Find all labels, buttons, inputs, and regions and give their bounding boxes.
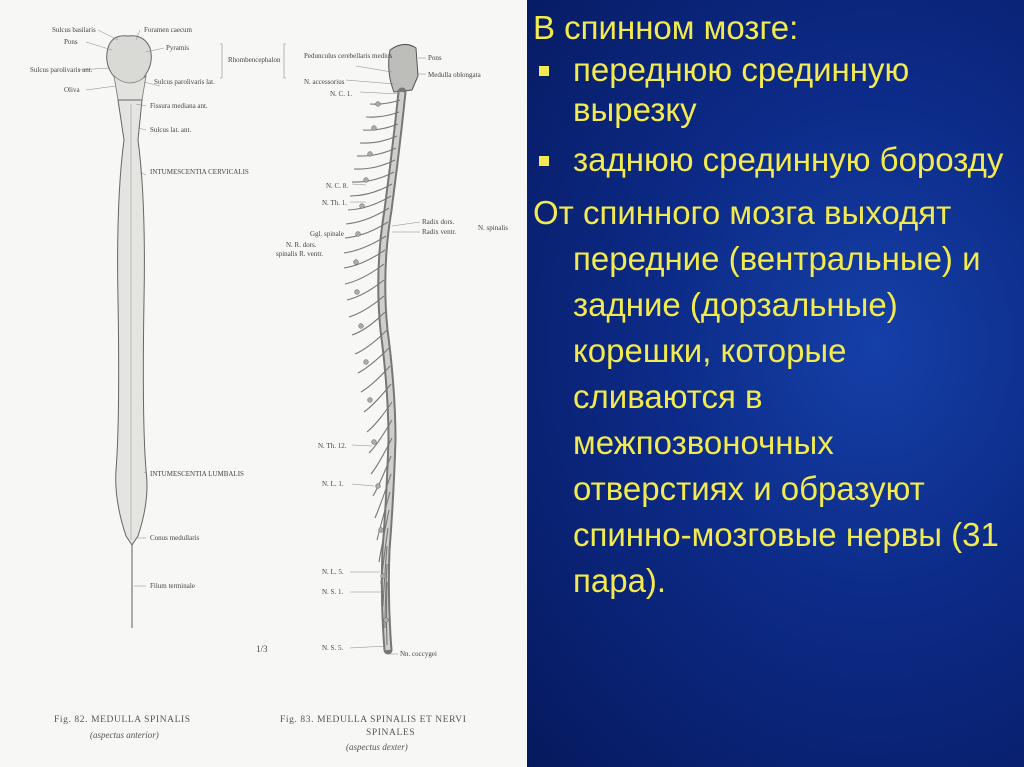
label-sulcus-parolivaris-ant: Sulcus parolivaris ant. [30, 66, 93, 74]
slide-heading: В спинном мозге: [533, 9, 799, 46]
label-radix-ventr: Radix ventr. [422, 228, 457, 236]
label-rhombencephalon: Rhombencephalon [228, 56, 281, 64]
label-r-dors: N. R. dors. [286, 241, 317, 249]
label-intumescentia-lumbalis: INTUMESCENTIA LUMBALIS [150, 470, 244, 478]
label-foramen-caecum: Foramen caecum [144, 26, 193, 34]
label-medulla-oblongata: Medulla oblongata [428, 71, 481, 79]
label-n-s1: N. S. 1. [322, 588, 344, 596]
bullet-text: заднюю срединную борозду [573, 141, 1004, 178]
square-bullet-icon [539, 156, 549, 166]
label-conus-medullaris: Conus medullaris [150, 534, 200, 542]
label-n-l5: N. L. 5. [322, 568, 344, 576]
label-sulcus-basilaris: Sulcus basilaris [52, 26, 96, 34]
label-ggl-spinale: Ggl. spinale [310, 230, 344, 238]
caption-fig-82: Fig. 82. MEDULLA SPINALIS [54, 715, 191, 725]
spinal-cord-lateral-view [276, 44, 508, 658]
caption-fig-83-sub: (aspectus dexter) [346, 742, 408, 752]
bullet-item [533, 50, 1010, 130]
label-sulcus-parolivaris-lat: Sulcus parolivaris lat. [154, 78, 215, 86]
square-bullet-icon [539, 66, 549, 76]
label-n-s5: N. S. 5. [322, 644, 344, 652]
label-oliva: Oliva [64, 86, 80, 94]
bullet-text: переднюю срединную вырезку [573, 51, 910, 128]
label-radix-dors: Radix dors. [422, 218, 455, 226]
label-pons-left: Pons [64, 38, 78, 46]
label-n-coccygeus: Nn. coccygei [400, 650, 437, 658]
caption-fig-83: Fig. 83. MEDULLA SPINALIS ET NERVI [280, 715, 467, 725]
label-n-l1: N. L. 1. [322, 480, 344, 488]
label-intumescentia-cervicalis: INTUMESCENTIA CERVICALIS [150, 168, 249, 176]
caption-fig-83-line2: SPINALES [366, 728, 416, 738]
label-sulcus-lat-ant: Sulcus lat. ant. [150, 126, 192, 134]
label-fissura-mediana: Fissura mediana ant. [150, 102, 208, 110]
label-n-c8: N. C. 8. [326, 182, 348, 190]
label-n-th12: N. Th. 12. [318, 442, 347, 450]
label-n-spinalis: N. spinalis [478, 224, 508, 232]
scale-label: 1/3 [256, 644, 268, 654]
label-pons-right: Pons [428, 54, 442, 62]
caption-fig-82-sub: (aspectus anterior) [90, 730, 159, 740]
slide-text-panel [527, 0, 1024, 767]
label-pedunculus: Pedunculus cerebellaris medius [304, 52, 393, 60]
label-n-accessorius: N. accessorius [304, 78, 345, 86]
label-n-c1: N. C. 1. [330, 90, 352, 98]
label-n-th1: N. Th. 1. [322, 199, 347, 207]
label-pyramis: Pyramis [166, 44, 189, 52]
label-r-ventr: spinalis R. ventr. [276, 250, 324, 258]
bullet-list [533, 50, 1010, 180]
bullet-item [533, 140, 1010, 180]
body-paragraph: От спинного мозга выходят передние (вентральные) и задние (дорзальные) корешки, которые сливаются в межпозвоночных отверстиях и образуют спинно-мозговые нервы (31 пара). [533, 194, 999, 599]
label-filum-terminale: Filum terminale [150, 582, 195, 590]
spinal-cord-anterior-view [30, 26, 286, 628]
